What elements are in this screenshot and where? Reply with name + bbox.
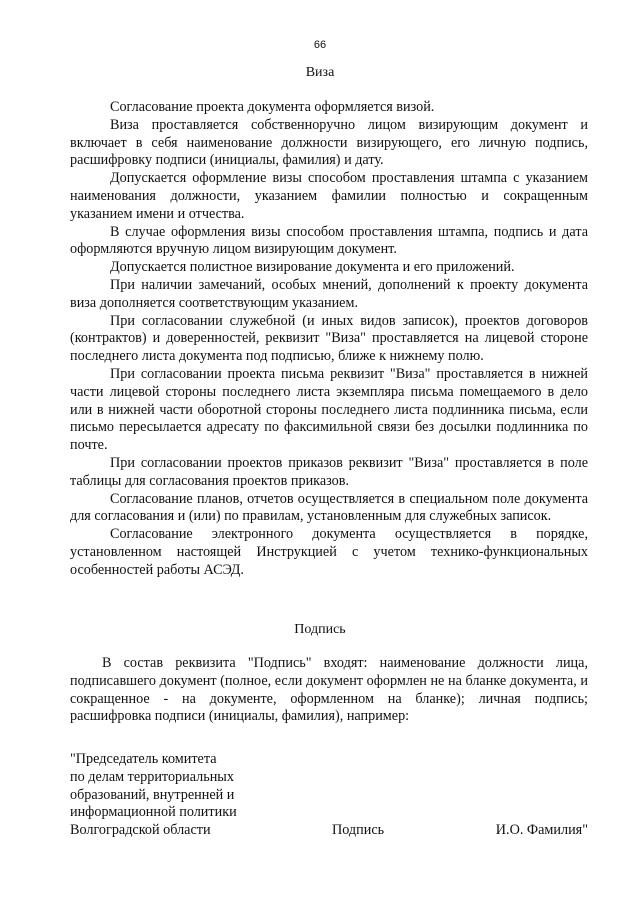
visa-paragraph: При согласовании проектов приказов реквизит "Виза" проставляется в поле таблицы для согласования проектов приказов. [70,454,588,489]
page-number: 66 [313,39,327,51]
visa-paragraph: При согласовании служебной (и иных видов записок), проектов договоров (контрактов) и доверенностей, реквизит "Виза" проставляется на лицевой стороне последнего листа документа под подписью, ближе к нижнему полю. [70,312,588,365]
signature-paragraph: В состав реквизита "Подпись" входят: наименование должности лица, подписавшего документ (полное, если документ оформлен не на бланке документа, и сокращенное - на документе, оформленном на бланке); личная подпись; расшифровка подписи (инициалы, фамилия), например: [70,655,588,725]
position-line: информационной политики [70,804,237,821]
visa-paragraph: В случае оформления визы способом проставления штампа, подпись и дата оформляются вручную лицом визирующим документ. [70,223,588,258]
visa-paragraph: Согласование электронного документа осуществляется в порядке, установленном настоящей Инструкцией с учетом технико-функциональных особенностей работы АСЭД. [70,526,588,578]
position-line: "Председатель комитета [70,751,217,767]
visa-paragraph: Согласование проекта документа оформляется визой. [110,99,435,115]
section-heading-signature: Подпись [294,622,346,637]
visa-paragraph: Допускается оформление визы способом проставления штампа с указанием наименования должности, указанием фамилии полностью и сокращенным указанием имени и отчества. [70,170,588,222]
visa-paragraph: Согласование планов, отчетов осуществляется в специальном поле документа для согласования и (или) по правилам, установленным для служебных записок. [70,490,588,525]
visa-paragraph: При согласовании проекта письма реквизит "Виза" проставляется в нижней части лицевой стороны последнего листа экземпляра письма помещаемого в дело или в нижней части оборотной стороны последнего листа подлинника письма, если письмо пересылается адресату по факсимильной связи без досылки подлинника по почте. [70,365,588,454]
signature-name: И.О. Фамилия" [495,822,588,839]
signature-section-body [70,655,588,726]
position-line: Волгоградской области [70,822,211,839]
section-heading-visa: Виза [305,65,335,80]
visa-paragraph: Допускается полистное визирование документа и его приложений. [110,259,515,276]
position-line: по делам территориальных [70,768,234,785]
signature-example [70,751,588,840]
signature-position-block [70,751,270,840]
visa-paragraph: При наличии замечаний, особых мнений, дополнений к проекту документа виза дополняется соответствующим указанием. [70,276,588,311]
signature-placeholder: Подпись [332,822,385,839]
visa-section-body [70,99,588,580]
position-line: образований, внутренней и [70,786,235,803]
visa-paragraph: Виза проставляется собственноручно лицом визирующим документ и включает в себя наименование должности визирующего, его личную подпись, расшифровку подписи (инициалы, фамилия) и дату. [70,116,588,169]
